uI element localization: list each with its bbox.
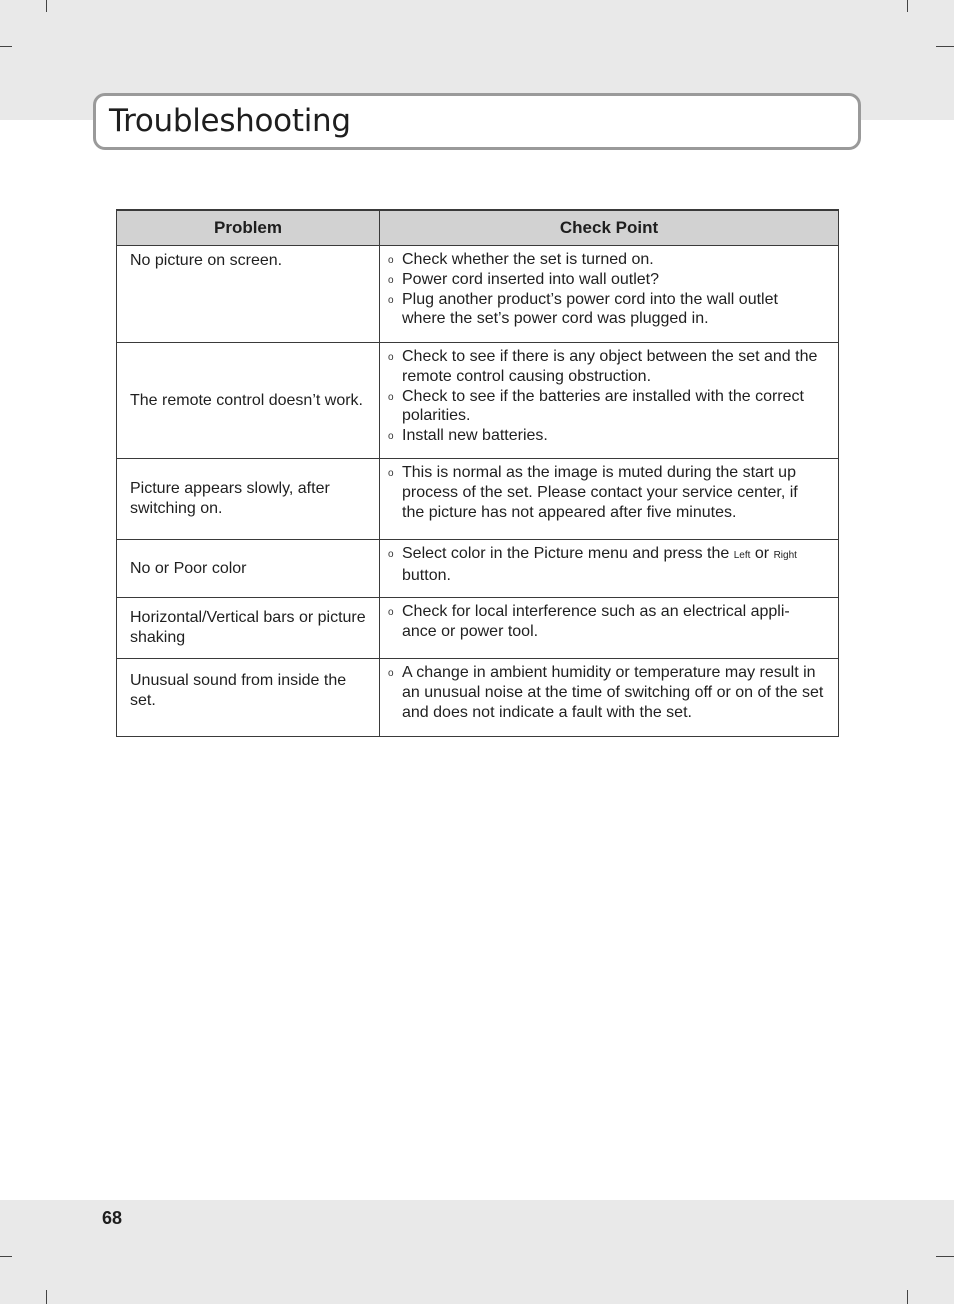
check-text: Plug another product’s power cord into the wall outlet where the set’s power cord was plugged in. <box>402 290 778 328</box>
troubleshooting-table <box>116 209 839 737</box>
problem-cell: Picture appears slowly, after switching on. <box>117 459 380 540</box>
problem-cell: Unusual sound from inside the set. <box>117 659 380 737</box>
check-point-cell <box>380 246 839 343</box>
problem-cell: No picture on screen. <box>117 246 380 343</box>
page-number: 68 <box>102 1208 123 1228</box>
check-item <box>388 544 824 586</box>
table-row <box>117 540 839 598</box>
problem-cell: No or Poor color <box>117 540 380 598</box>
check-item <box>388 290 824 330</box>
column-header-check-point: Check Point <box>380 210 839 246</box>
check-point-cell <box>380 540 839 598</box>
check-item <box>388 347 824 387</box>
table-header-row <box>117 210 839 246</box>
check-text: Check to see if the batteries are installed with the correct polarities. <box>402 387 804 425</box>
bullet-icon: o <box>388 274 394 286</box>
crop-mark <box>936 46 954 47</box>
table-row <box>117 598 839 659</box>
check-text: A change in ambient humidity or temperature may result in an unusual noise at the time of switching off or on of the set and does not indicate a fault with the set. <box>402 664 824 721</box>
check-text: This is normal as the image is muted during the start up process of the set. Please contact your service center, if the picture has not appeared after five minutes. <box>402 464 798 521</box>
bullet-icon: o <box>388 294 394 306</box>
check-point-cell <box>380 598 839 659</box>
bullet-icon: o <box>388 549 394 560</box>
check-point-cell <box>380 459 839 540</box>
check-text: Select color in the Picture menu and press the <box>402 545 730 562</box>
crop-mark <box>46 0 47 12</box>
bullet-icon: o <box>388 431 394 443</box>
check-item <box>388 602 824 642</box>
crop-mark <box>0 1256 12 1257</box>
bullet-icon: o <box>388 468 394 479</box>
check-text: Check whether the set is turned on. <box>402 251 654 268</box>
check-text: Check for local interference such as an electrical appli-ance or power tool. <box>402 603 790 640</box>
table-row <box>117 659 839 737</box>
check-item <box>388 270 824 290</box>
check-text: or <box>754 545 770 562</box>
crop-mark <box>907 1290 908 1304</box>
bullet-icon: o <box>388 607 394 618</box>
crop-mark <box>46 1290 47 1304</box>
check-item <box>388 663 824 722</box>
problem-cell: Horizontal/Vertical bars or picture shaking <box>117 598 380 659</box>
table-row <box>117 246 839 343</box>
problem-cell: The remote control doesn’t work. <box>117 343 380 459</box>
title-box <box>93 93 861 150</box>
bullet-icon: o <box>388 255 394 266</box>
table-row <box>117 343 839 459</box>
check-text: button. <box>402 566 451 584</box>
bullet-icon: o <box>388 668 394 679</box>
check-text: Check to see if there is any object between the set and the remote control causing obstruction. <box>402 348 818 385</box>
table-row <box>117 459 839 540</box>
check-item <box>388 387 824 427</box>
crop-mark <box>0 46 12 47</box>
page-title: Troubleshooting <box>109 103 351 139</box>
check-item <box>388 463 824 522</box>
bullet-icon: o <box>388 391 394 403</box>
check-text: Install new batteries. <box>402 427 548 445</box>
check-text: Power cord inserted into wall outlet? <box>402 270 660 288</box>
check-item <box>388 426 824 446</box>
column-header-problem: Problem <box>117 210 380 246</box>
footer-band <box>0 1200 954 1304</box>
check-item <box>388 250 824 270</box>
check-point-cell <box>380 343 839 459</box>
crop-mark <box>936 1256 954 1257</box>
crop-mark <box>907 0 908 12</box>
bullet-icon: o <box>388 352 394 363</box>
right-key-label: Right <box>773 550 797 561</box>
left-key-label: Left <box>733 550 751 561</box>
check-point-cell <box>380 659 839 737</box>
